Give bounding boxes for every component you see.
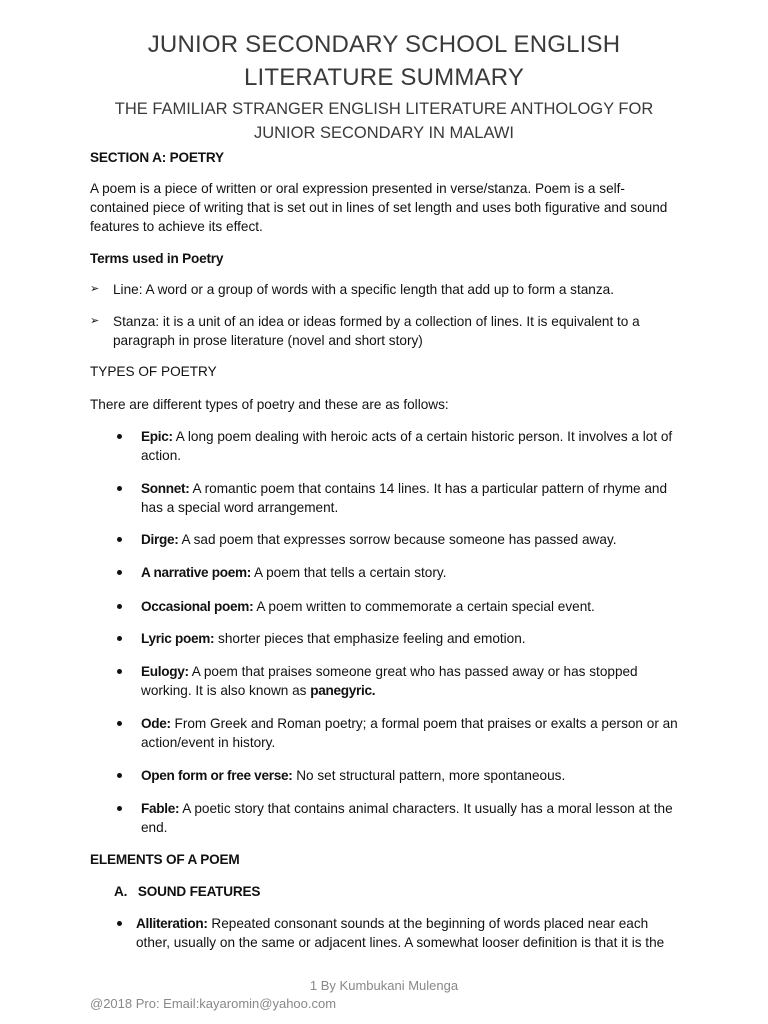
section-a-intro: A poem is a piece of written or oral expression presented in verse/stanza. Poem is a self-contained piece of writing that is set out in lines of set length and uses both figurative and sound features to achieve its effect. (90, 181, 668, 234)
term-description: A poem that praises someone great who has passed away or has stopped working. It is also known as (141, 664, 638, 698)
bullet-icon (117, 636, 122, 641)
title-line-2: LITERATURE SUMMARY (243, 64, 525, 91)
bullet-icon (117, 570, 122, 575)
term-label: Eulogy: (141, 664, 189, 679)
term-label: Epic: (141, 429, 173, 444)
term-description: A long poem dealing with heroic acts of a certain historic person. It involves a lot of action. (141, 429, 673, 463)
term-description: A romantic poem that contains 14 lines. It has a particular pattern of rhyme and has a special word arrangement. (141, 481, 668, 515)
terms-item-text: Line: A word or a group of words with a specific length that add up to form a stanza. (113, 282, 614, 297)
sound-features-heading: A. SOUND FEATURES (114, 884, 261, 899)
term-description: From Greek and Roman poetry; a formal poem that praises or exalts a person or an action/event in history. (141, 716, 678, 750)
term-label: Alliteration: (136, 916, 208, 931)
term-description: Repeated consonant sounds at the beginning of words placed near each other, usually on the same or adjacent lines. A somewhat looser definition is that it is the (136, 916, 665, 950)
term-alias: panegyric. (310, 683, 376, 698)
term-label: Occasional poem: (141, 599, 254, 614)
term-description: No set structural pattern, more spontaneous. (292, 768, 566, 783)
bullet-icon (117, 721, 122, 726)
arrow-bullet-icon: ➢ (90, 315, 100, 327)
title-line-1: JUNIOR SECONDARY SCHOOL ENGLISH (147, 31, 621, 58)
document-subtitle (0, 97, 768, 145)
terms-heading: Terms used in Poetry (90, 251, 224, 266)
copyright-footer: @2018 Pro: Email:kayaromin@yahoo.com (90, 996, 337, 1011)
bullet-icon (117, 921, 122, 926)
term-label: Dirge: (141, 532, 179, 547)
subtitle-line-2: JUNIOR SECONDARY IN MALAWI (253, 124, 515, 142)
term-label: Fable: (141, 801, 180, 816)
term-label: Lyric poem: (141, 631, 215, 646)
term-label: A narrative poem: (141, 565, 251, 580)
document-title (0, 28, 768, 94)
term-label: Sonnet: (141, 481, 190, 496)
term-description: shorter pieces that emphasize feeling and emotion. (214, 631, 526, 646)
term-description: A poem written to commemorate a certain special event. (253, 599, 595, 614)
bullet-icon (117, 669, 122, 674)
bullet-icon (117, 537, 122, 542)
section-a-heading: SECTION A: POETRY (90, 150, 224, 165)
bullet-icon (117, 806, 122, 811)
bullet-icon (117, 604, 122, 609)
bullet-icon (117, 773, 122, 778)
types-heading: TYPES OF POETRY (90, 364, 217, 379)
term-label: Ode: (141, 716, 171, 731)
term-description: A poetic story that contains animal characters. It usually has a moral lesson at the end. (141, 801, 673, 835)
page-footer: 1 By Kumbukani Mulenga (309, 978, 459, 993)
bullet-icon (117, 486, 122, 491)
terms-item-text: Stanza: it is a unit of an idea or ideas formed by a collection of lines. It is equivalent to a paragraph in prose literature (novel and short story) (113, 314, 640, 348)
types-intro: There are different types of poetry and these are as follows: (90, 397, 449, 412)
term-label: Open form or free verse: (141, 768, 293, 783)
subtitle-line-1: THE FAMILIAR STRANGER ENGLISH LITERATURE ANTHOLOGY FOR (114, 100, 654, 118)
term-description: A sad poem that expresses sorrow because someone has passed away. (178, 532, 617, 547)
term-description: A poem that tells a certain story. (250, 565, 447, 580)
bullet-icon (117, 434, 122, 439)
elements-heading: ELEMENTS OF A POEM (90, 852, 240, 867)
arrow-bullet-icon: ➢ (90, 283, 100, 295)
